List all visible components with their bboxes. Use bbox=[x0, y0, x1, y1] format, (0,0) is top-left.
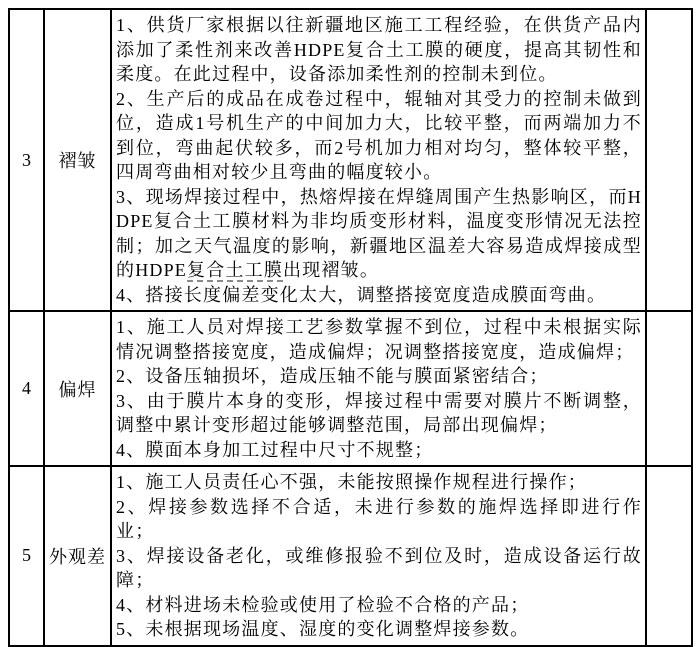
cause-item bbox=[116, 185, 642, 283]
cause-item: 1、供货厂家根据以往新疆地区施工工程经验，在供货产品内添加了柔性剂来改善HDPE复合土工膜的硬度，提高其韧性和柔度。在此过程中，设备添加柔性剂的控制未到位。 bbox=[116, 15, 642, 84]
empty-cell bbox=[646, 9, 692, 311]
causes-cell bbox=[111, 466, 646, 646]
defect-type-label: 偏焊 bbox=[44, 311, 111, 466]
cause-item: 2、生产后的成品在成卷过程中，辊轴对其受力的控制未做到位，造成1号机生产的中间加力大，比较平整，而两端加力不到位，弯曲起伏较多，而2号机加力相对均匀，整体较平整，四周弯曲相对较少且弯曲的幅度较小。 bbox=[116, 88, 642, 182]
table-row-offset-weld bbox=[9, 311, 692, 466]
cause-item: 5、未根据现场温度、湿度的变化调整焊接参数。 bbox=[116, 619, 530, 639]
cause-item: 3、由于膜片本身的变形，焊接过程中需要对膜片不断调整，调整中累计变形超过能够调整范围，局部出现偏焊； bbox=[116, 390, 642, 435]
table-row-wrinkle bbox=[9, 9, 692, 311]
causes-cell bbox=[111, 9, 646, 311]
cause-item: 1、施工人员对焊接工艺参数掌握不到位，过程中未根据实际情况调整搭接宽度，造成偏焊；况调整搭接宽度，造成偏焊； bbox=[116, 317, 642, 362]
cause-item: 4、搭接长度偏差变化太大，调整搭接宽度造成膜面弯曲。 bbox=[116, 284, 607, 305]
cause-item: 2、设备压轴损坏，造成压轴不能与膜面紧密结合； bbox=[116, 366, 549, 386]
row-number: 5 bbox=[9, 466, 44, 646]
cause-item: 4、膜面本身加工过程中尺寸不规整； bbox=[116, 439, 434, 460]
cause-item: 4、材料进场未检验或使用了检验不合格的产品； bbox=[116, 594, 530, 615]
causes-cell bbox=[111, 311, 646, 466]
cause-item: 1、施工人员责任心不强，未能按照操作规程进行操作； bbox=[116, 472, 587, 492]
table-row-poor-appearance bbox=[9, 466, 692, 646]
cause-text-segment: 3、现场焊接过程中，热熔焊接在焊缝周围产生热影响区，而HDPE复合土工膜材料为非均质变形材料，温度变形情况无法控制；加之天气温度的影响，新疆地区温差大容易造成焊接成型的HDPE bbox=[116, 186, 642, 280]
defect-type-label: 外观差 bbox=[44, 466, 111, 646]
cause-text-segment: 出现褶皱。 bbox=[283, 260, 380, 280]
row-number: 3 bbox=[9, 9, 44, 311]
empty-cell bbox=[646, 466, 692, 646]
cause-item: 3、焊接设备老化，或维修报验不到位及时，造成设备运行故障； bbox=[116, 545, 642, 590]
row-number: 4 bbox=[9, 311, 44, 466]
cause-item: 2、焊接参数选择不合适，未进行参数的施焊选择即进行作业； bbox=[116, 496, 642, 541]
spellcheck-underlined-text: 复合土工膜 bbox=[187, 260, 284, 280]
defect-cause-table bbox=[8, 8, 693, 647]
empty-cell bbox=[646, 311, 692, 466]
defect-type-label: 褶皱 bbox=[44, 9, 111, 311]
